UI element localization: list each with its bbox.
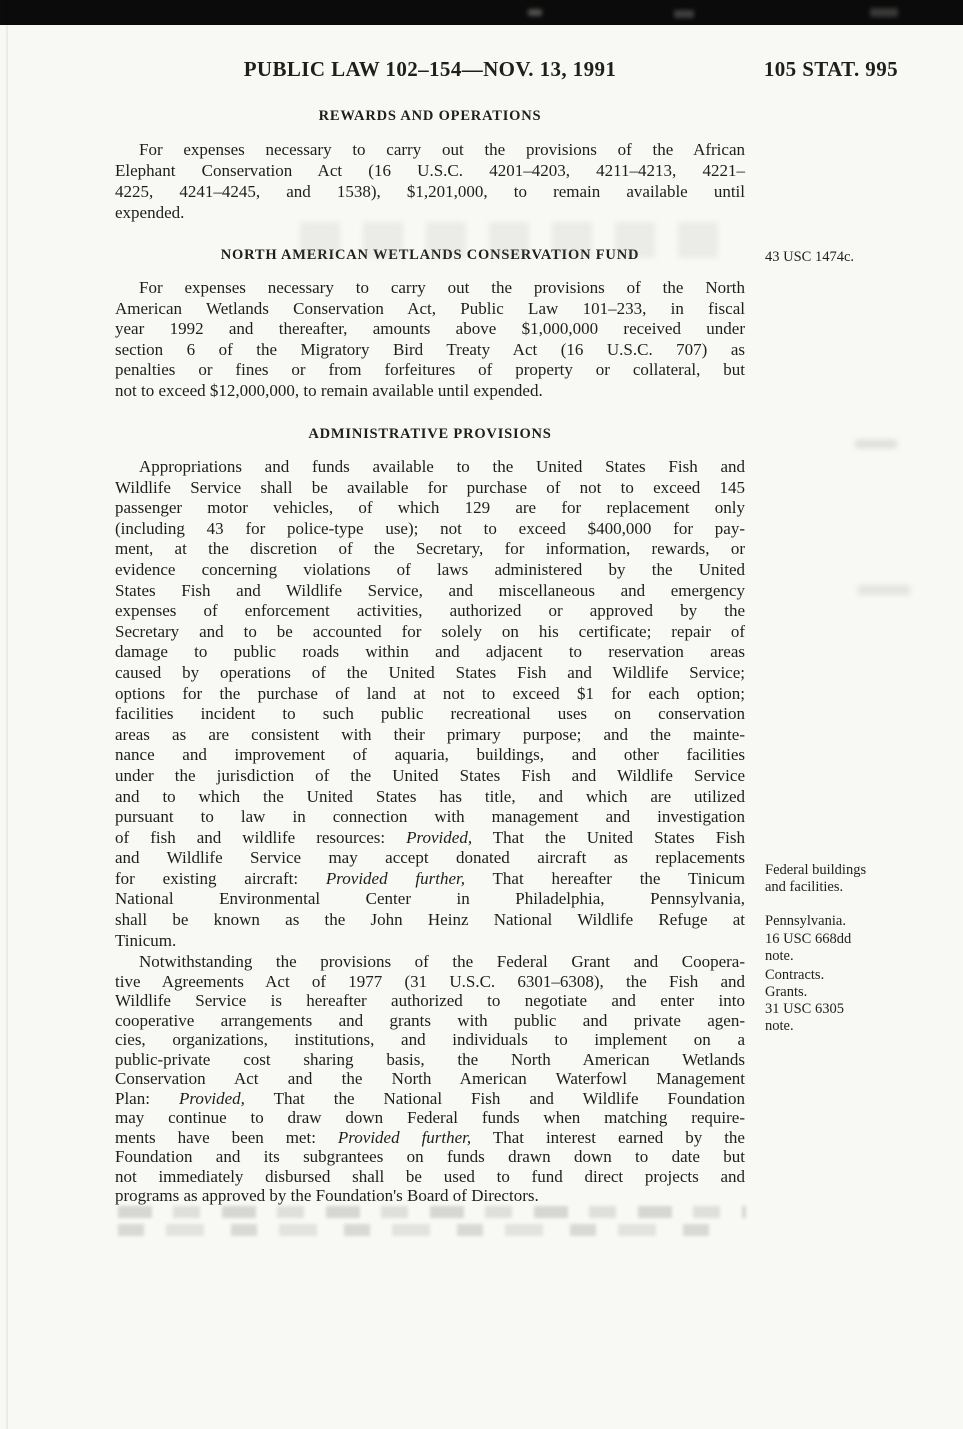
text-line: Foundation and its subgrantees on funds drawn down to date but [115, 1147, 745, 1166]
paragraph [115, 278, 745, 401]
text-line: and Wildlife Service may accept donated aircraft as replacements [115, 848, 745, 868]
text-line: (including 43 for police-type use); not to exceed $400,000 for pay- [115, 518, 745, 538]
paragraph [115, 952, 745, 1206]
scan-smudge [870, 8, 898, 17]
text-line: 4225, 4241–4245, and 1538), $1,201,000, to remain available until [115, 182, 745, 201]
section-heading: REWARDS AND OPERATIONS [318, 108, 542, 124]
text-line: not to exceed $12,000,000, to remain available until expended. [115, 380, 543, 400]
bleed-through-artifact [300, 222, 730, 258]
text-line: options for the purchase of land at not to exceed $1 for each option; [115, 683, 745, 703]
text-line: Conservation Act and the North American Waterfowl Management [115, 1069, 745, 1088]
text-line: Elephant Conservation Act (16 U.S.C. 4201–4203, 4211–4213, 4221– [115, 161, 745, 180]
running-head-stat-number: 105 STAT. 995 [763, 57, 898, 81]
text-line: facilities incident to such public recreational uses on conservation [115, 704, 745, 724]
text-line: Notwithstanding the provisions of the Federal Grant and Coopera- [139, 952, 745, 971]
text-line: not immediately disbursed shall be used to fund direct projects and [115, 1166, 745, 1186]
text-line: evidence concerning violations of laws administered by the United [115, 559, 745, 579]
text-line: for existing aircraft: Provided further, That hereafter the Tinicum [115, 868, 745, 888]
text-line: pursuant to law in connection with management and investigation [115, 807, 745, 827]
text-line: caused by operations of the United States Fish and Wildlife Service; [115, 662, 745, 682]
text-line: areas as are consistent with their primary purpose; and the mainte- [115, 724, 745, 744]
text-line: ment, at the discretion of the Secretary, for information, rewards, or [115, 539, 745, 559]
text-line: ments have been met: Provided further, That interest earned by the [115, 1127, 745, 1147]
margin-note-usc-668dd: 16 USC 668dd note. [765, 931, 852, 964]
text-line: expended. [115, 203, 185, 222]
margin-note-usc-6305: 31 USC 6305 note. [765, 1001, 844, 1034]
text-line: tive Agreements Act of 1977 (31 U.S.C. 6301–6308), the Fish and [115, 971, 745, 991]
text-line: cooperative arrangements and grants with public and private agen- [115, 1010, 745, 1030]
text-line: passenger motor vehicles, of which 129 are for replacement only [115, 498, 745, 518]
text-line: penalties or fines or from forfeitures of property or collateral, but [115, 360, 745, 379]
text-line: programs as approved by the Foundation's Board of Directors. [115, 1186, 539, 1205]
text-line: For expenses necessary to carry out the provisions of the North [139, 278, 745, 297]
text-line: For expenses necessary to carry out the provisions of the African [139, 140, 745, 159]
text-line: shall be known as the John Heinz National Wildlife Refuge at [115, 910, 745, 930]
text-line: Wildlife Service is hereafter authorized to negotiate and enter into [115, 991, 745, 1010]
bleed-through-artifact [118, 1206, 746, 1218]
margin-note-contracts: Contracts. [765, 967, 825, 983]
text-line: Plan: Provided, That the National Fish and Wildlife Foundation [115, 1088, 745, 1108]
margin-note-federal-buildings: Federal buildings and facilities. [765, 862, 867, 895]
text-line: American Wetlands Conservation Act, Public Law 101–233, in fiscal [115, 298, 745, 318]
paragraph [115, 457, 745, 951]
text-line: damage to public roads within and adjacent to reservation areas [115, 642, 745, 662]
text-line: may continue to draw down Federal funds when matching require- [115, 1108, 745, 1127]
text-line: National Environmental Center in Philadelphia, Pennsylvania, [115, 889, 745, 909]
margin-note-usc-citation: 43 USC 1474c. [765, 249, 855, 265]
text-line: Tinicum. [115, 930, 177, 950]
margin-note-grants: Grants. [765, 984, 808, 1000]
paragraph [115, 139, 745, 223]
text-line: and to which the United States has title, and which are utilized [115, 786, 745, 806]
text-line: Wildlife Service shall be available for purchase of not to exceed 145 [115, 477, 745, 497]
scan-noise-artifact [855, 440, 897, 448]
text-line: under the jurisdiction of the United States Fish and Wildlife Service [115, 765, 745, 785]
section-heading: NORTH AMERICAN WETLANDS CONSERVATION FUND [220, 247, 640, 263]
text-line: States Fish and Wildlife Service, and miscellaneous and emergency [115, 580, 745, 600]
text-line: public-private cost sharing basis, the North American Wetlands [115, 1049, 745, 1069]
text-line: Secretary and to be accounted for solely on his certificate; repair of [115, 621, 745, 641]
text-line: of fish and wildlife resources: Provided, That the United States Fish [115, 827, 745, 847]
text-line: section 6 of the Migratory Bird Treaty Act (16 U.S.C. 707) as [115, 339, 745, 359]
text-line: nance and improvement of aquaria, buildings, and other facilities [115, 745, 745, 765]
text-line: year 1992 and thereafter, amounts above $1,000,000 received under [115, 319, 745, 338]
bleed-through-artifact [118, 1224, 718, 1236]
scan-noise-artifact [858, 585, 910, 595]
text-line: Appropriations and funds available to the United States Fish and [139, 457, 745, 476]
running-head-law-title: PUBLIC LAW 102–154—NOV. 13, 1991 [243, 57, 617, 81]
text-line: expenses of enforcement activities, authorized or approved by the [115, 601, 745, 621]
section-heading: ADMINISTRATIVE PROVISIONS [308, 426, 552, 442]
text-line: cies, organizations, institutions, and individuals to implement on a [115, 1030, 745, 1049]
margin-note-pennsylvania: Pennsylvania. [765, 913, 846, 929]
